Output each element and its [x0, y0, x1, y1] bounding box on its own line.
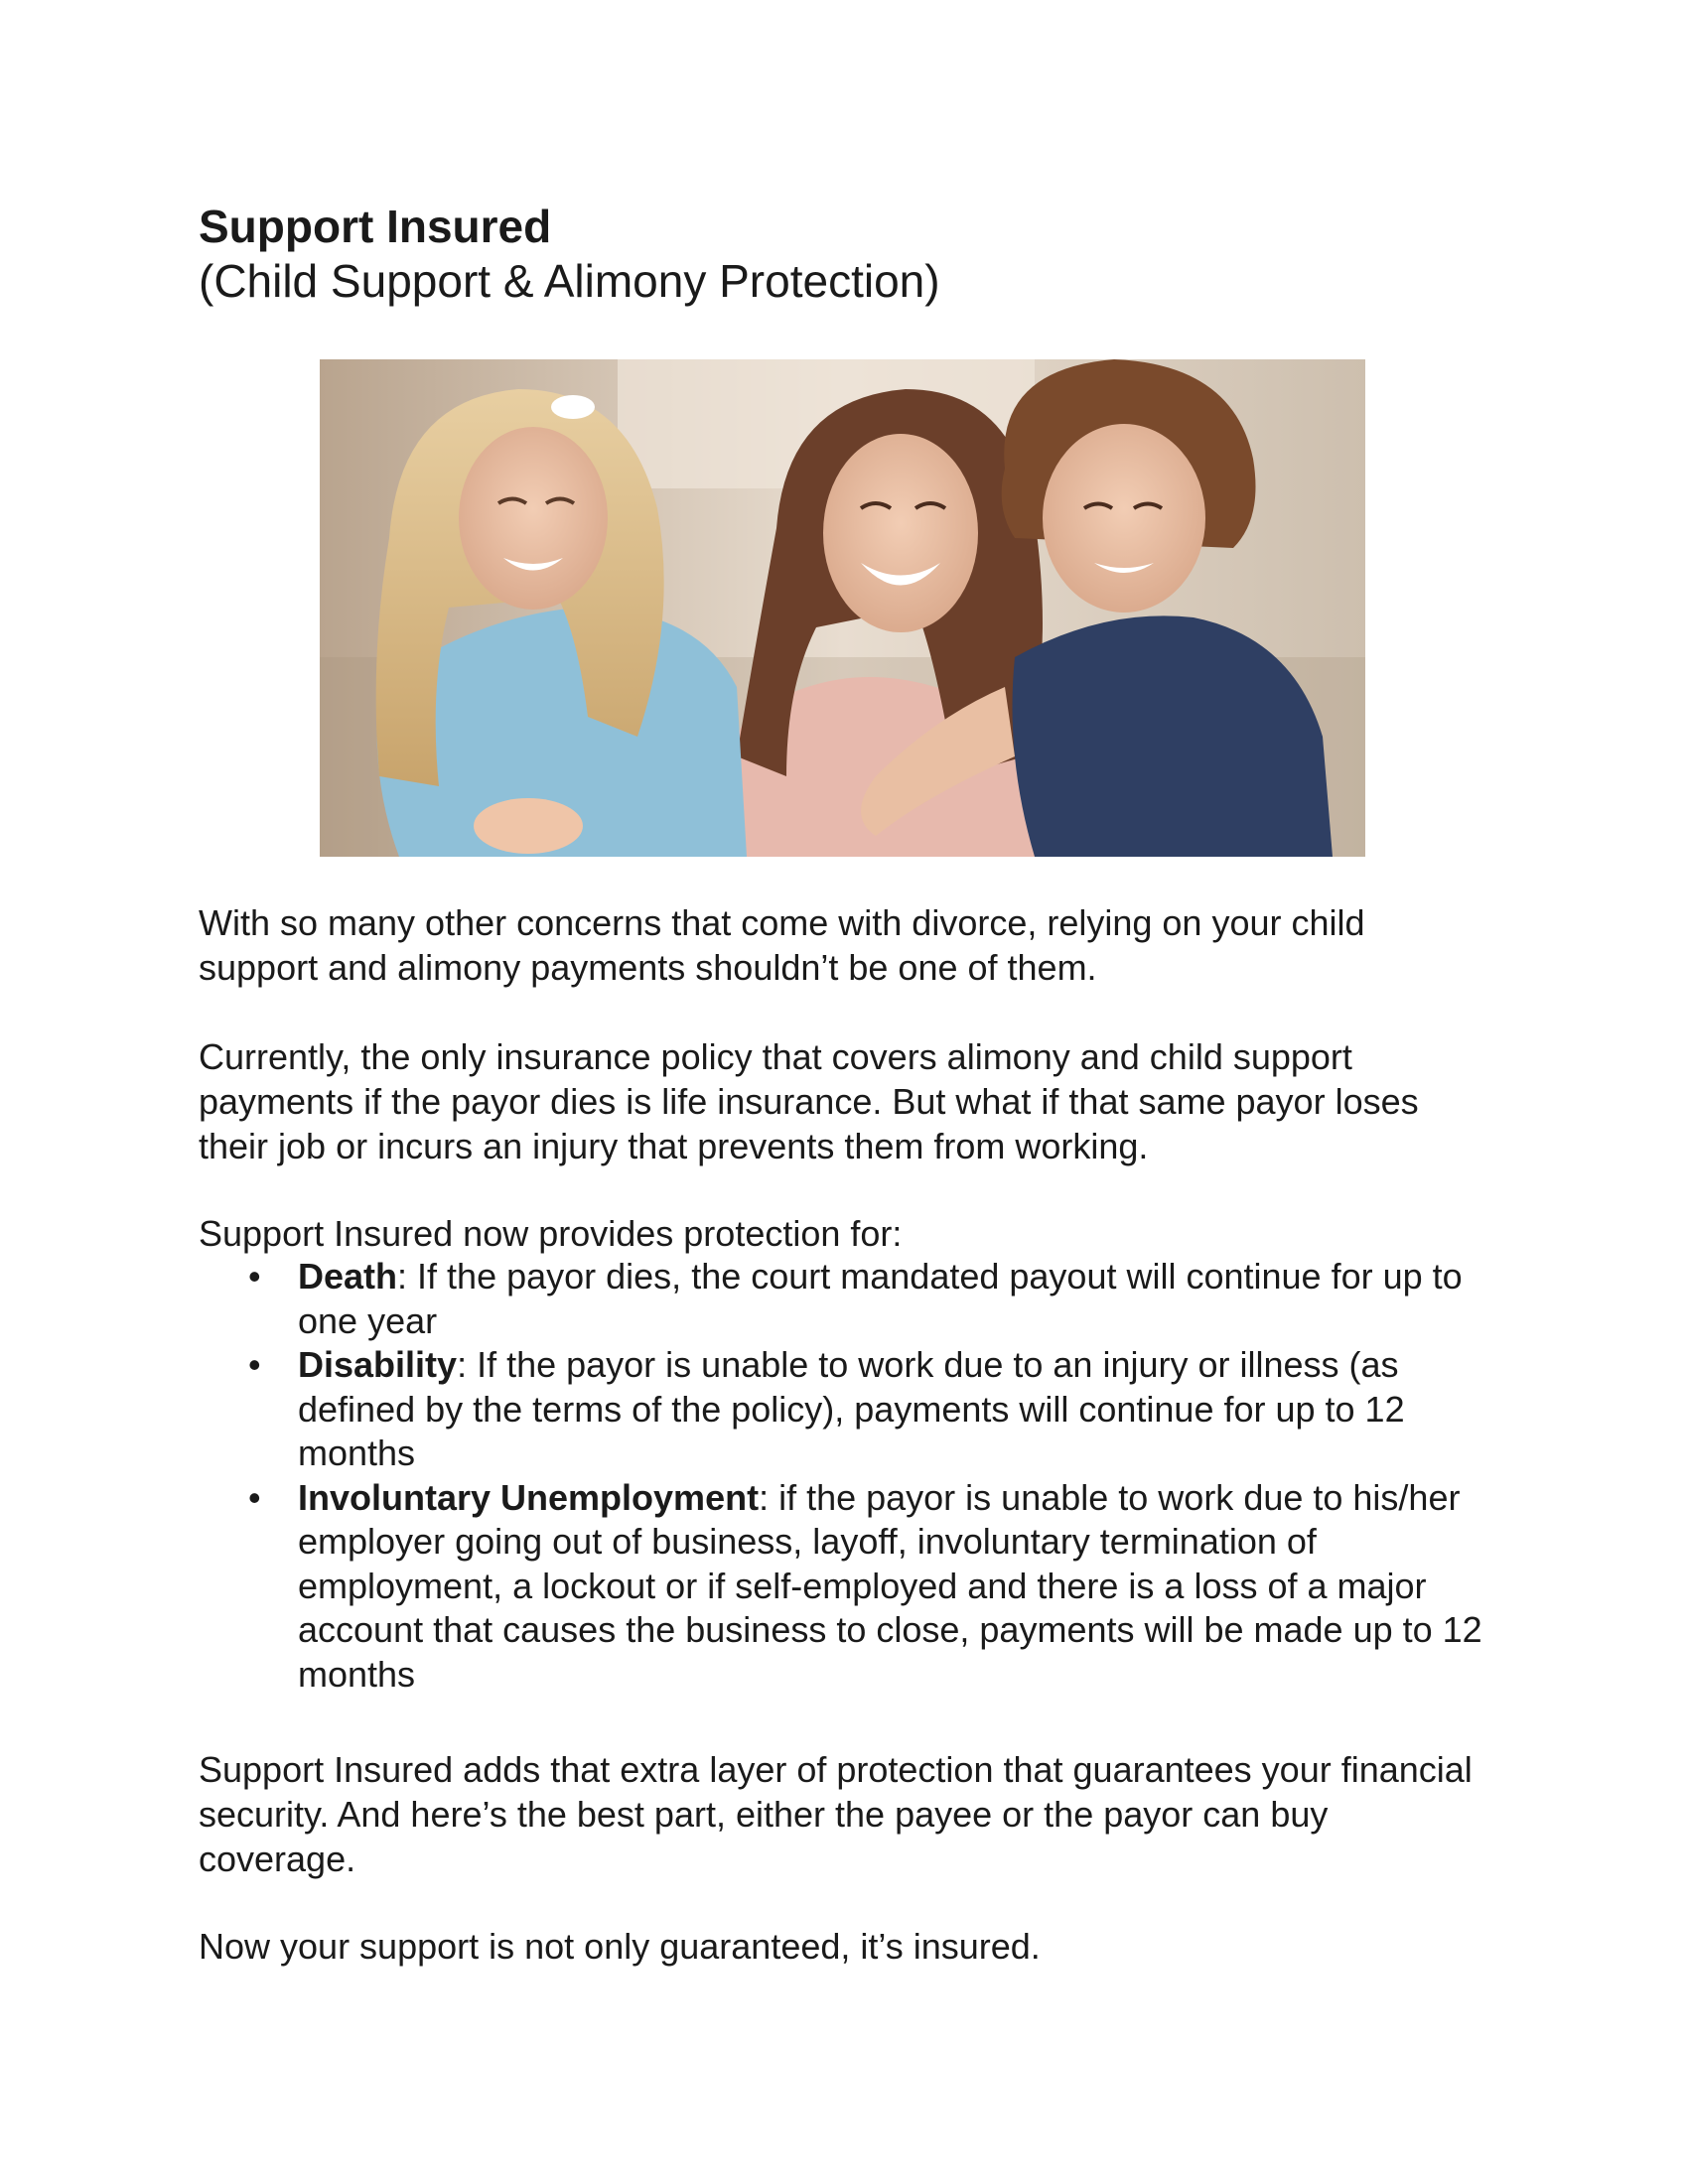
extra-protection-paragraph: Support Insured adds that extra layer of protection that guarantees your financial security. And here’s the best part, either the payee or the payor can buy coverage.	[199, 1749, 1473, 1879]
coverage-list	[199, 1255, 1509, 1697]
provides-paragraph: Support Insured now provides protection for:	[199, 1213, 903, 1254]
coverage-term: Disability	[298, 1344, 458, 1385]
list-item	[199, 1476, 1509, 1698]
bullet-icon: •	[248, 1344, 261, 1385]
list-item	[199, 1255, 1509, 1343]
list-item	[199, 1343, 1509, 1476]
coverage-description: : if the payor is unable to work due to his/her employer going out of business, layoff, involuntary termination of employment, a lockout or if self-employed and there is a loss of a major account that causes the business to close, payments will be made up to 12 months	[298, 1476, 1482, 1695]
coverage-description: : If the payor dies, the court mandated payout will continue for up to one year	[298, 1256, 1463, 1341]
coverage-term: Involuntary Unemployment	[298, 1476, 760, 1518]
coverage-description: : If the payor is unable to work due to an injury or illness (as defined by the terms of the policy), payments will continue for up to 12 months	[298, 1344, 1405, 1473]
family-photo	[320, 359, 1365, 857]
closing-paragraph: Now your support is not only guaranteed, it’s insured.	[199, 1926, 1041, 1967]
page-title: Support Insured	[199, 201, 552, 252]
bullet-icon: •	[248, 1476, 261, 1518]
bullet-icon: •	[248, 1256, 261, 1297]
intro-paragraph: With so many other concerns that come with divorce, relying on your child support and alimony payments shouldn’t be one of them.	[199, 902, 1365, 988]
page-subtitle: (Child Support & Alimony Protection)	[199, 255, 940, 307]
coverage-term: Death	[298, 1256, 398, 1297]
current-coverage-paragraph: Currently, the only insurance policy that covers alimony and child support payments if the payor dies is life insurance. But what if that same payor loses their job or incurs an injury that prevents them from working.	[199, 1036, 1419, 1166]
